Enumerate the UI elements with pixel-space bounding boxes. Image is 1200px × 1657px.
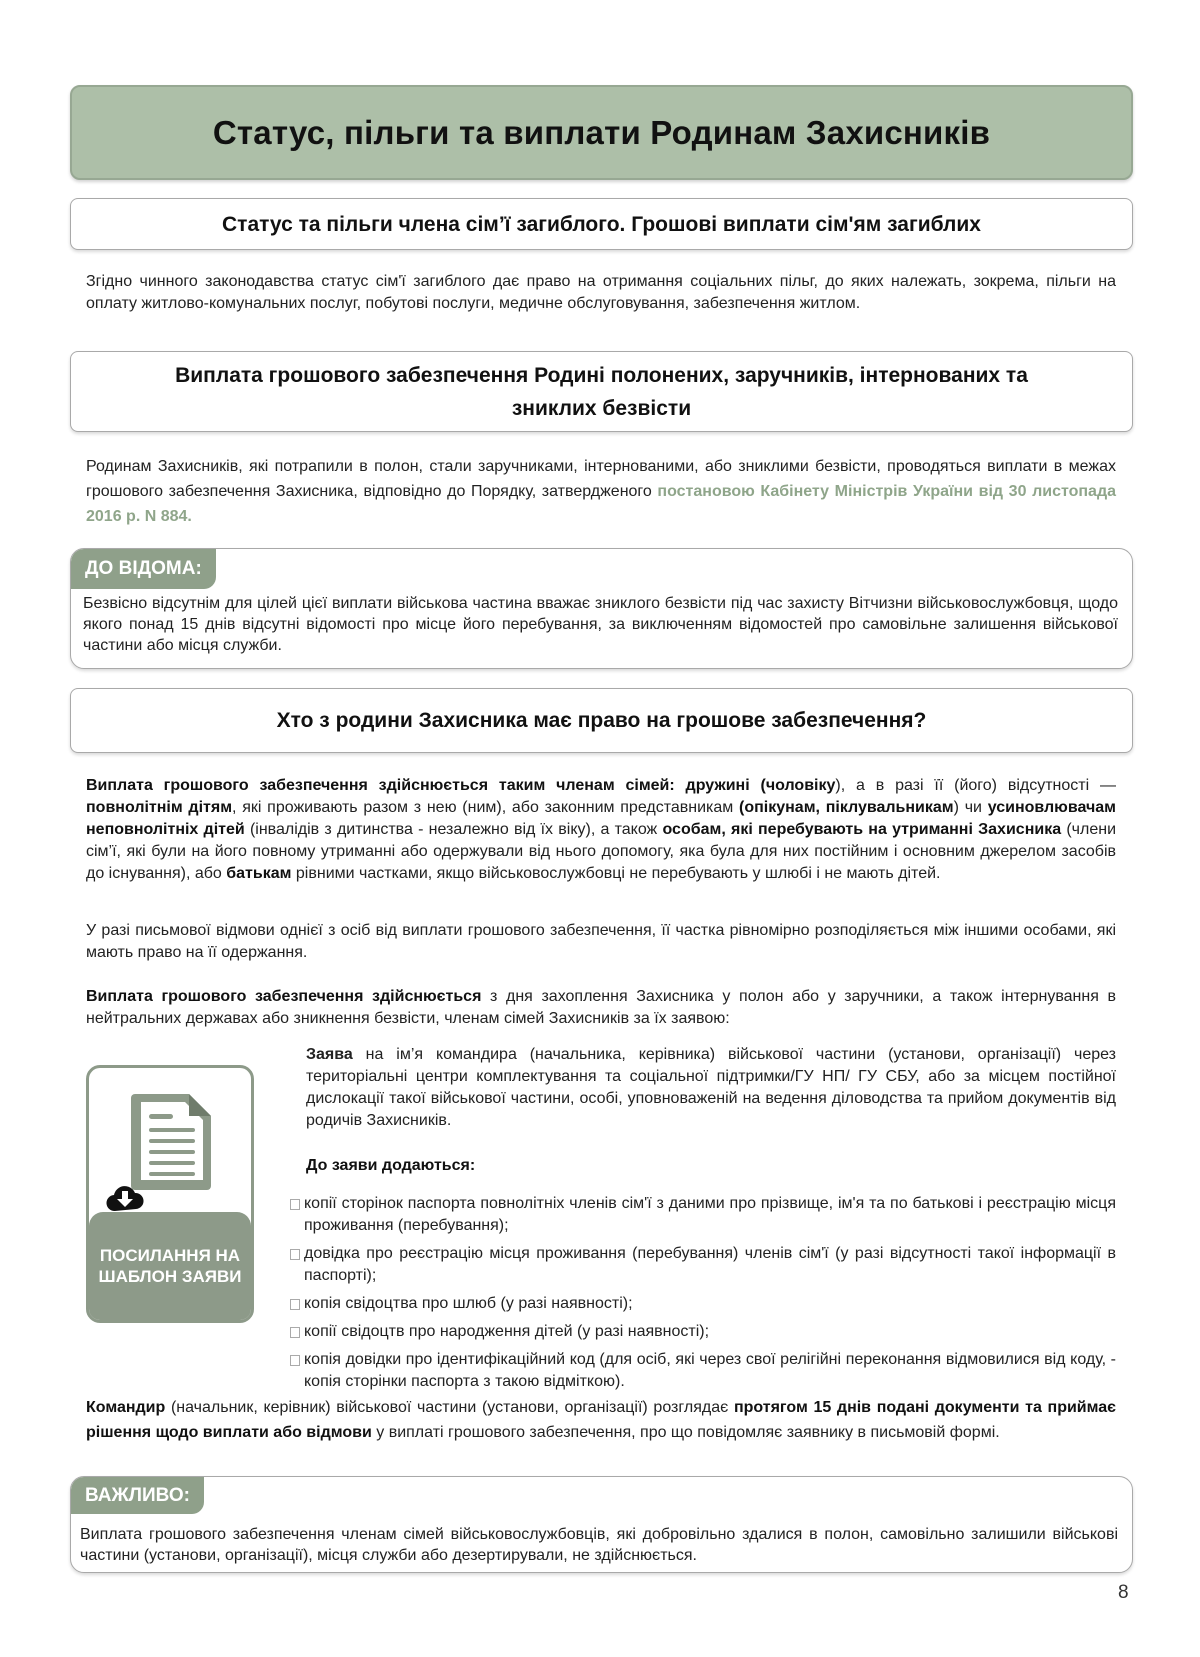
attachments-list	[290, 1193, 1116, 1399]
document-icon	[129, 1092, 215, 1192]
section-title-status: Статус та пільги члена сім’ї загиблого. Грошові виплати сім'ям загиблих	[222, 212, 981, 236]
payment-start-text: Виплата грошового забезпечення здійснюється з дня захоплення Захисника у полон або у заручники, а також інтернування в нейтральних державах або зникнення безвісти, членам сімей Захисників за їх заявою:	[86, 988, 1117, 1027]
page-title-banner	[70, 85, 1133, 180]
template-card-label: ПОСИЛАННЯ НА ШАБЛОН ЗАЯВИ	[89, 1212, 251, 1320]
attachment-item: копія довідки про ідентифікаційний код (для осіб, які через свої релігійні переконання відмовилися від коду, - копія сторінки паспорта з такою відміткою).	[290, 1349, 1116, 1393]
bullet-box-icon	[290, 1355, 300, 1366]
captives-payment-text: Родинам Захисників, які потрапили в полон, стали заручниками, інтернованими, або зниклими безвісти, проводяться виплати в межах грошового забезпечення Захисника, відповідно до Порядку, затвердженого постановою Кабінету Міністрів України від 30 листопада 2016 р. N 884.	[86, 458, 1116, 525]
cloud-download-icon	[105, 1181, 145, 1213]
refusal-redistribution-text: У разі письмової відмови однієї з осіб від виплати грошового забезпечення, її частка рівномірно розподіляється між іншими особами, які мають право на її одержання.	[86, 922, 1116, 961]
bullet-box-icon	[290, 1249, 300, 1260]
attachment-item: копії свідоцтв про народження дітей (у разі наявності);	[290, 1321, 1116, 1343]
section-title-eligibility: Хто з родини Захисника має право на грошове забезпечення?	[276, 709, 927, 732]
note-info-text: Безвісно відсутнім для цілей цієї виплати військова частина вважає зниклого безвісти під час захисту Вітчизни військовослужбовця, щодо якого понад 15 днів відсутні відомості про місце його перебування, за виключенням відомостей про самовільне залишення військової частини або місця служби.	[83, 595, 1118, 654]
status-benefits-text: Згідно чинного законодавства статус сім'ї загиблого дає право на отримання соціальних пільг, до яких належать, зокрема, пільги на оплату житлово-комунальних послуг, побутові послуги, медичне обслуговування, забезпечення житлом.	[86, 273, 1116, 312]
application-template-link-card[interactable]	[86, 1065, 254, 1323]
attachment-item: копії сторінок паспорта повнолітніх членів сім'ї з даними про прізвище, ім'я та по батькові і реєстрацію місця проживання (перебування);	[290, 1193, 1116, 1237]
commander-decision-text: Командир (начальник, керівник) військової частини (установи, організації) розглядає протягом 15 днів подані документи та приймає рішення щодо виплати або відмови у виплаті грошового забезпечення, про що повідомляє заявнику в письмовій формі.	[86, 1399, 1116, 1441]
section-heading-status	[70, 198, 1133, 250]
page-number: 8	[1118, 1582, 1129, 1603]
bullet-box-icon	[290, 1199, 300, 1210]
note-important-text: Виплата грошового забезпечення членам сімей військовослужбовців, які добровільно здалися в полон, самовільно залишили військові частини (установи, організації), місця служби або дезертирували, не здійснюється.	[80, 1526, 1118, 1564]
section-heading-eligibility	[70, 688, 1133, 753]
section-title-captives: Виплата грошового забезпечення Родині полонених, заручників, інтернованих та зниклих безвісти	[175, 363, 1028, 420]
attachment-item: копія свідоцтва про шлюб (у разі наявності);	[290, 1293, 1116, 1315]
attachment-item: довідка про реєстрацію місця проживання (перебування) членів сім'ї (у разі відсутності такої інформації в паспорті);	[290, 1243, 1116, 1287]
application-text: Заява на ім’я командира (начальника, керівника) військової частини (установи, організації) через територіальні центри комплектування та соціальної підтримки/ГУ НП/ ГУ СБУ, або за місцем постійної дислокації такої військової частини, особі, уповноваженій на ведення діловодства та прийом документів від родичів Захисників.	[306, 1046, 1116, 1129]
section-heading-captives	[70, 351, 1133, 432]
note-important-box	[70, 1476, 1133, 1573]
bullet-box-icon	[290, 1327, 300, 1338]
page-title: Статус, пільги та виплати Родинам Захисників	[212, 113, 991, 151]
note-info-tag: ДО ВІДОМА:	[71, 549, 216, 589]
attachments-title: До заяви додаються:	[306, 1157, 476, 1174]
note-info-box	[70, 548, 1133, 669]
cabinet-resolution-link[interactable]: постановою Кабінету Міністрів України від 30 листопада 2016 р. N 884.	[86, 483, 1116, 525]
bullet-box-icon	[290, 1299, 300, 1310]
note-important-tag: ВАЖЛИВО:	[71, 1477, 204, 1514]
eligibility-text: Виплата грошового забезпечення здійснюється таким членам сімей: дружині (чоловіку), а в разі її (його) відсутності — повнолітнім дітям, які проживають разом з нею (ним), або законним представникам (опікунам, піклувальникам) чи усиновлювачам неповнолітніх дітей (інвалідів з дитинства - незалежно від їх віку), а також особам, які перебувають на утриманні Захисника (члени сім’ї, які були на його повному утриманні або одержували від нього допомогу, яка була для них постійним і основним джерелом засобів до існування), або батькам рівними частками, якщо військовослужбовці не перебувають у шлюбі і не мають дітей.	[86, 777, 1117, 882]
